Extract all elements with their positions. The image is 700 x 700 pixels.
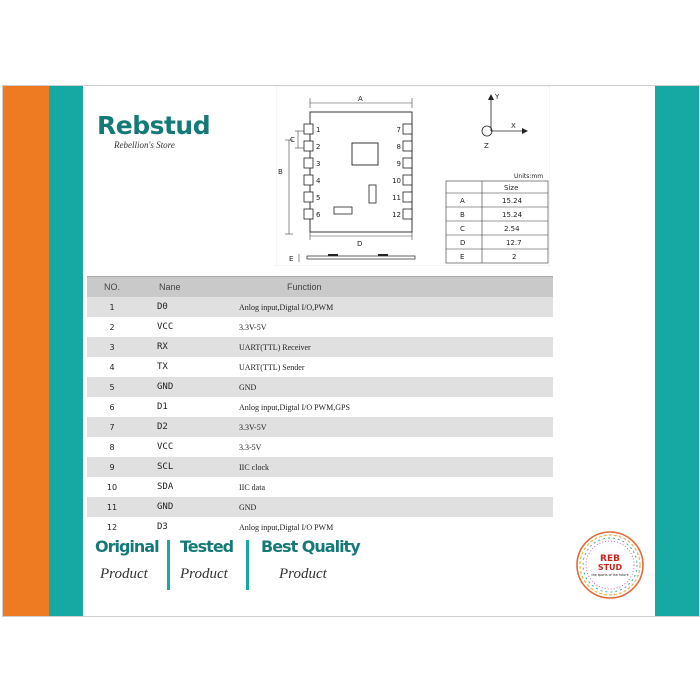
product-card <box>2 85 700 617</box>
size-table <box>446 181 548 263</box>
header-function: Function <box>287 282 322 292</box>
right-pin-number: 9 <box>396 160 401 168</box>
size-key: B <box>460 211 465 219</box>
pin-name: D2 <box>157 422 168 432</box>
pin-name: TX <box>157 362 168 372</box>
pin-function: IIC data <box>239 482 265 492</box>
right-pin-number: 7 <box>396 126 401 134</box>
size-value: 15.24 <box>502 197 523 205</box>
right-pin-number: 11 <box>392 194 401 202</box>
badge-best-quality <box>261 537 360 583</box>
teal-stripe-left <box>49 86 83 616</box>
rebstud-seal <box>575 530 645 600</box>
brand-name: Rebstud <box>97 111 211 140</box>
table-row <box>87 397 553 417</box>
size-key: A <box>460 197 465 205</box>
table-row <box>87 437 553 457</box>
table-row <box>87 377 553 397</box>
seal-text-2: STUD <box>597 563 623 572</box>
badge-title: Original <box>95 537 159 556</box>
pin-no: 11 <box>106 502 118 512</box>
pin-name: VCC <box>157 322 174 332</box>
pin-no: 2 <box>109 322 115 332</box>
table-row <box>87 457 553 477</box>
pin-function: GND <box>239 382 257 392</box>
pin-no: 3 <box>109 342 115 352</box>
left-pin-number: 3 <box>316 160 321 168</box>
left-pin-number: 2 <box>316 143 321 151</box>
pin-no: 9 <box>109 462 115 472</box>
size-key: E <box>460 253 465 261</box>
pin-function: Anlog input,Digtal I/O PWM <box>239 522 334 532</box>
table-row <box>87 357 553 377</box>
badge-title: Best Quality <box>261 537 360 556</box>
right-pin-number: 12 <box>392 211 401 219</box>
pin-name: D3 <box>157 522 168 532</box>
size-value: 15.24 <box>502 211 523 219</box>
right-pin-number: 8 <box>396 143 401 151</box>
left-pin-number: 4 <box>316 177 321 185</box>
pin-name: D1 <box>157 402 168 412</box>
pin-name: GND <box>157 382 174 392</box>
badge-original <box>95 537 159 583</box>
pin-function: 3.3-5V <box>239 442 262 452</box>
pin-name: RX <box>157 342 168 352</box>
dim-label-b: B <box>278 168 283 176</box>
badge-divider <box>167 540 170 590</box>
table-row <box>87 497 553 517</box>
pin-function: IIC clock <box>239 462 269 472</box>
badge-title: Tested <box>180 537 234 556</box>
pin-table <box>87 276 553 537</box>
table-row <box>87 317 553 337</box>
badge-sub: Product <box>100 566 148 582</box>
header-name: Nane <box>159 282 181 292</box>
size-value: 2 <box>512 253 517 261</box>
table-row <box>87 297 553 317</box>
pin-function: GND <box>239 502 257 512</box>
size-value: 2.54 <box>504 225 520 233</box>
dim-label-d: D <box>357 240 363 248</box>
axis-x-label: X <box>511 122 516 130</box>
pin-function: 3.3V-5V <box>239 422 267 432</box>
small-pad <box>334 207 352 214</box>
seal-text-3: the sports of the future <box>591 573 629 577</box>
right-pin-number: 10 <box>392 177 401 185</box>
header-no: NO. <box>103 282 120 292</box>
main-chip <box>352 143 378 165</box>
pin-function: Anlog input,Digtal I/O,PWM <box>239 302 334 312</box>
pin-no: 1 <box>109 302 115 312</box>
pin-no: 10 <box>106 482 118 492</box>
axis-z-label: Z <box>484 142 489 150</box>
table-row <box>87 417 553 437</box>
side-profile <box>307 256 415 259</box>
brand-logo <box>97 112 210 150</box>
size-key: C <box>460 225 465 233</box>
pin-function: Anlog input,Digtal I/O PWM,GPS <box>239 402 350 412</box>
table-row <box>87 477 553 497</box>
seal-text-1: REB <box>600 554 620 564</box>
axis-y-label: Y <box>495 93 500 101</box>
pin-no: 8 <box>109 442 115 452</box>
pin-no: 4 <box>109 362 115 372</box>
table-row <box>87 337 553 357</box>
badge-tested <box>180 537 233 583</box>
pin-name: SCL <box>157 462 174 472</box>
pin-function: UART(TTL) Sender <box>239 362 305 372</box>
left-pin-number: 1 <box>316 126 321 134</box>
pin-name: D0 <box>157 302 168 312</box>
pin-no: 7 <box>109 422 115 432</box>
dim-label-c: C <box>290 136 295 144</box>
pin-no: 6 <box>109 402 115 412</box>
pin-name: SDA <box>157 482 174 492</box>
module-dimension-diagram <box>276 86 550 266</box>
orange-stripe <box>3 86 49 616</box>
left-pin-number: 5 <box>316 194 321 202</box>
dim-label-a: A <box>358 95 363 103</box>
small-component <box>369 185 376 203</box>
pin-function: 3.3V-5V <box>239 322 267 332</box>
size-header: Size <box>504 184 519 192</box>
size-value: 12.7 <box>506 239 522 247</box>
pin-no: 5 <box>109 382 115 392</box>
left-pin-number: 6 <box>316 211 321 219</box>
pin-function: UART(TTL) Receiver <box>239 342 311 352</box>
pin-name: GND <box>157 502 174 512</box>
badge-divider <box>246 540 249 590</box>
units-label: Units:mm <box>514 173 544 180</box>
badge-sub: Product <box>180 566 228 582</box>
brand-tagline: Rebellion's Store <box>114 140 175 150</box>
pin-no: 12 <box>106 522 118 532</box>
pin-table-header <box>87 276 553 297</box>
teal-stripe-right <box>655 86 699 616</box>
badge-sub: Product <box>279 566 327 582</box>
pin-name: VCC <box>157 442 174 452</box>
size-key: D <box>460 239 466 247</box>
table-row <box>87 517 553 537</box>
dim-label-e: E <box>289 255 294 263</box>
